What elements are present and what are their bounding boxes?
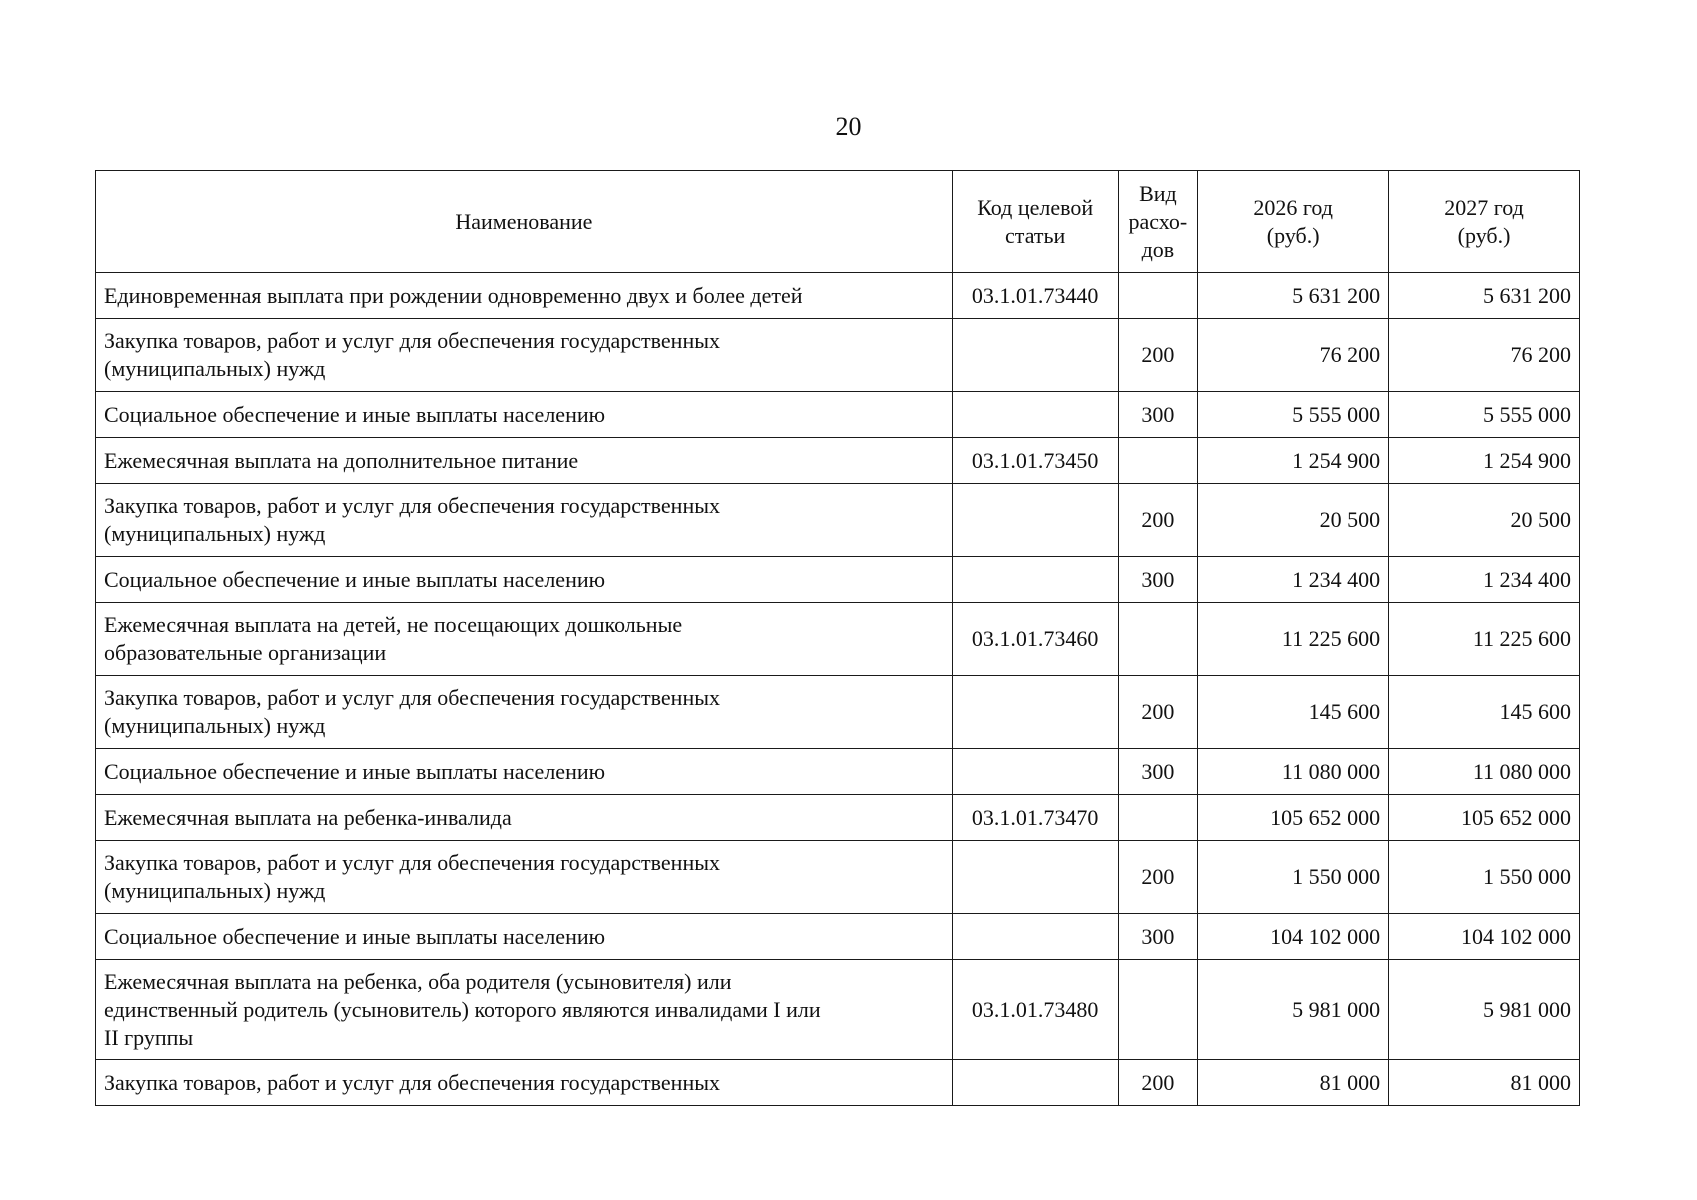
table-row bbox=[96, 676, 1580, 749]
page-number: 20 bbox=[835, 112, 862, 141]
row-name: Социальное обеспечение и иные выплаты населению bbox=[96, 749, 953, 795]
row-code bbox=[952, 1060, 1118, 1106]
row-amount-2027: 81 000 bbox=[1389, 1060, 1580, 1106]
row-code: 03.1.01.73440 bbox=[952, 273, 1118, 319]
row-amount-2027: 105 652 000 bbox=[1389, 795, 1580, 841]
row-name: Закупка товаров, работ и услуг для обеспечения государственных (муниципальных) нужд bbox=[96, 484, 953, 557]
table-row bbox=[96, 484, 1580, 557]
row-amount-2026: 145 600 bbox=[1198, 676, 1389, 749]
row-code: 03.1.01.73470 bbox=[952, 795, 1118, 841]
table-row bbox=[96, 392, 1580, 438]
table-row bbox=[96, 438, 1580, 484]
table-row bbox=[96, 557, 1580, 603]
row-type: 300 bbox=[1118, 914, 1198, 960]
row-amount-2026: 5 981 000 bbox=[1198, 960, 1389, 1060]
row-amount-2027: 145 600 bbox=[1389, 676, 1580, 749]
row-code: 03.1.01.73450 bbox=[952, 438, 1118, 484]
header-code: Код целевой статьи bbox=[952, 171, 1118, 273]
row-amount-2027: 104 102 000 bbox=[1389, 914, 1580, 960]
budget-table bbox=[95, 170, 1580, 1106]
table-row bbox=[96, 319, 1580, 392]
row-amount-2026: 20 500 bbox=[1198, 484, 1389, 557]
row-amount-2026: 5 631 200 bbox=[1198, 273, 1389, 319]
table-row bbox=[96, 1060, 1580, 1106]
row-amount-2027: 1 550 000 bbox=[1389, 841, 1580, 914]
row-amount-2027: 20 500 bbox=[1389, 484, 1580, 557]
row-code bbox=[952, 484, 1118, 557]
table-row bbox=[96, 795, 1580, 841]
table-row bbox=[96, 914, 1580, 960]
row-code bbox=[952, 749, 1118, 795]
row-amount-2027: 11 080 000 bbox=[1389, 749, 1580, 795]
row-type: 300 bbox=[1118, 749, 1198, 795]
row-code bbox=[952, 841, 1118, 914]
row-type bbox=[1118, 603, 1198, 676]
row-amount-2026: 1 550 000 bbox=[1198, 841, 1389, 914]
row-amount-2026: 5 555 000 bbox=[1198, 392, 1389, 438]
row-amount-2026: 1 254 900 bbox=[1198, 438, 1389, 484]
row-name: Социальное обеспечение и иные выплаты населению bbox=[96, 392, 953, 438]
row-name: Ежемесячная выплата на ребенка-инвалида bbox=[96, 795, 953, 841]
row-name: Закупка товаров, работ и услуг для обеспечения государственных bbox=[96, 1060, 953, 1106]
header-year-2026: 2026 год (руб.) bbox=[1198, 171, 1389, 273]
table-row bbox=[96, 960, 1580, 1060]
row-code bbox=[952, 392, 1118, 438]
row-amount-2026: 105 652 000 bbox=[1198, 795, 1389, 841]
row-type: 200 bbox=[1118, 676, 1198, 749]
row-amount-2027: 1 254 900 bbox=[1389, 438, 1580, 484]
row-type bbox=[1118, 273, 1198, 319]
row-amount-2027: 5 631 200 bbox=[1389, 273, 1580, 319]
row-name: Единовременная выплата при рождении одновременно двух и более детей bbox=[96, 273, 953, 319]
row-amount-2027: 1 234 400 bbox=[1389, 557, 1580, 603]
row-amount-2027: 76 200 bbox=[1389, 319, 1580, 392]
row-type bbox=[1118, 438, 1198, 484]
row-type: 300 bbox=[1118, 557, 1198, 603]
row-amount-2026: 104 102 000 bbox=[1198, 914, 1389, 960]
row-name: Закупка товаров, работ и услуг для обеспечения государственных (муниципальных) нужд bbox=[96, 841, 953, 914]
row-name: Закупка товаров, работ и услуг для обеспечения государственных (муниципальных) нужд bbox=[96, 319, 953, 392]
table-row bbox=[96, 841, 1580, 914]
row-amount-2027: 5 981 000 bbox=[1389, 960, 1580, 1060]
row-code bbox=[952, 914, 1118, 960]
row-type: 300 bbox=[1118, 392, 1198, 438]
table-row bbox=[96, 273, 1580, 319]
row-type: 200 bbox=[1118, 484, 1198, 557]
table-row bbox=[96, 749, 1580, 795]
row-type bbox=[1118, 960, 1198, 1060]
row-type bbox=[1118, 795, 1198, 841]
table-header-row bbox=[96, 171, 1580, 273]
row-name: Ежемесячная выплата на ребенка, оба родителя (усыновителя) или единственный родитель (усыновитель) которого являются инвалидами I или II группы bbox=[96, 960, 953, 1060]
row-code: 03.1.01.73460 bbox=[952, 603, 1118, 676]
row-name: Закупка товаров, работ и услуг для обеспечения государственных (муниципальных) нужд bbox=[96, 676, 953, 749]
table-row bbox=[96, 603, 1580, 676]
row-amount-2027: 5 555 000 bbox=[1389, 392, 1580, 438]
row-type: 200 bbox=[1118, 1060, 1198, 1106]
header-type: Вид расхо- дов bbox=[1118, 171, 1198, 273]
row-name: Социальное обеспечение и иные выплаты населению bbox=[96, 914, 953, 960]
row-name: Ежемесячная выплата на детей, не посещающих дошкольные образовательные организации bbox=[96, 603, 953, 676]
row-amount-2027: 11 225 600 bbox=[1389, 603, 1580, 676]
header-year-2027: 2027 год (руб.) bbox=[1389, 171, 1580, 273]
row-code: 03.1.01.73480 bbox=[952, 960, 1118, 1060]
row-type: 200 bbox=[1118, 841, 1198, 914]
row-code bbox=[952, 676, 1118, 749]
row-name: Социальное обеспечение и иные выплаты населению bbox=[96, 557, 953, 603]
row-name: Ежемесячная выплата на дополнительное питание bbox=[96, 438, 953, 484]
row-amount-2026: 11 080 000 bbox=[1198, 749, 1389, 795]
header-name: Наименование bbox=[96, 171, 953, 273]
row-amount-2026: 76 200 bbox=[1198, 319, 1389, 392]
row-amount-2026: 11 225 600 bbox=[1198, 603, 1389, 676]
row-amount-2026: 1 234 400 bbox=[1198, 557, 1389, 603]
row-type: 200 bbox=[1118, 319, 1198, 392]
row-code bbox=[952, 319, 1118, 392]
row-code bbox=[952, 557, 1118, 603]
row-amount-2026: 81 000 bbox=[1198, 1060, 1389, 1106]
